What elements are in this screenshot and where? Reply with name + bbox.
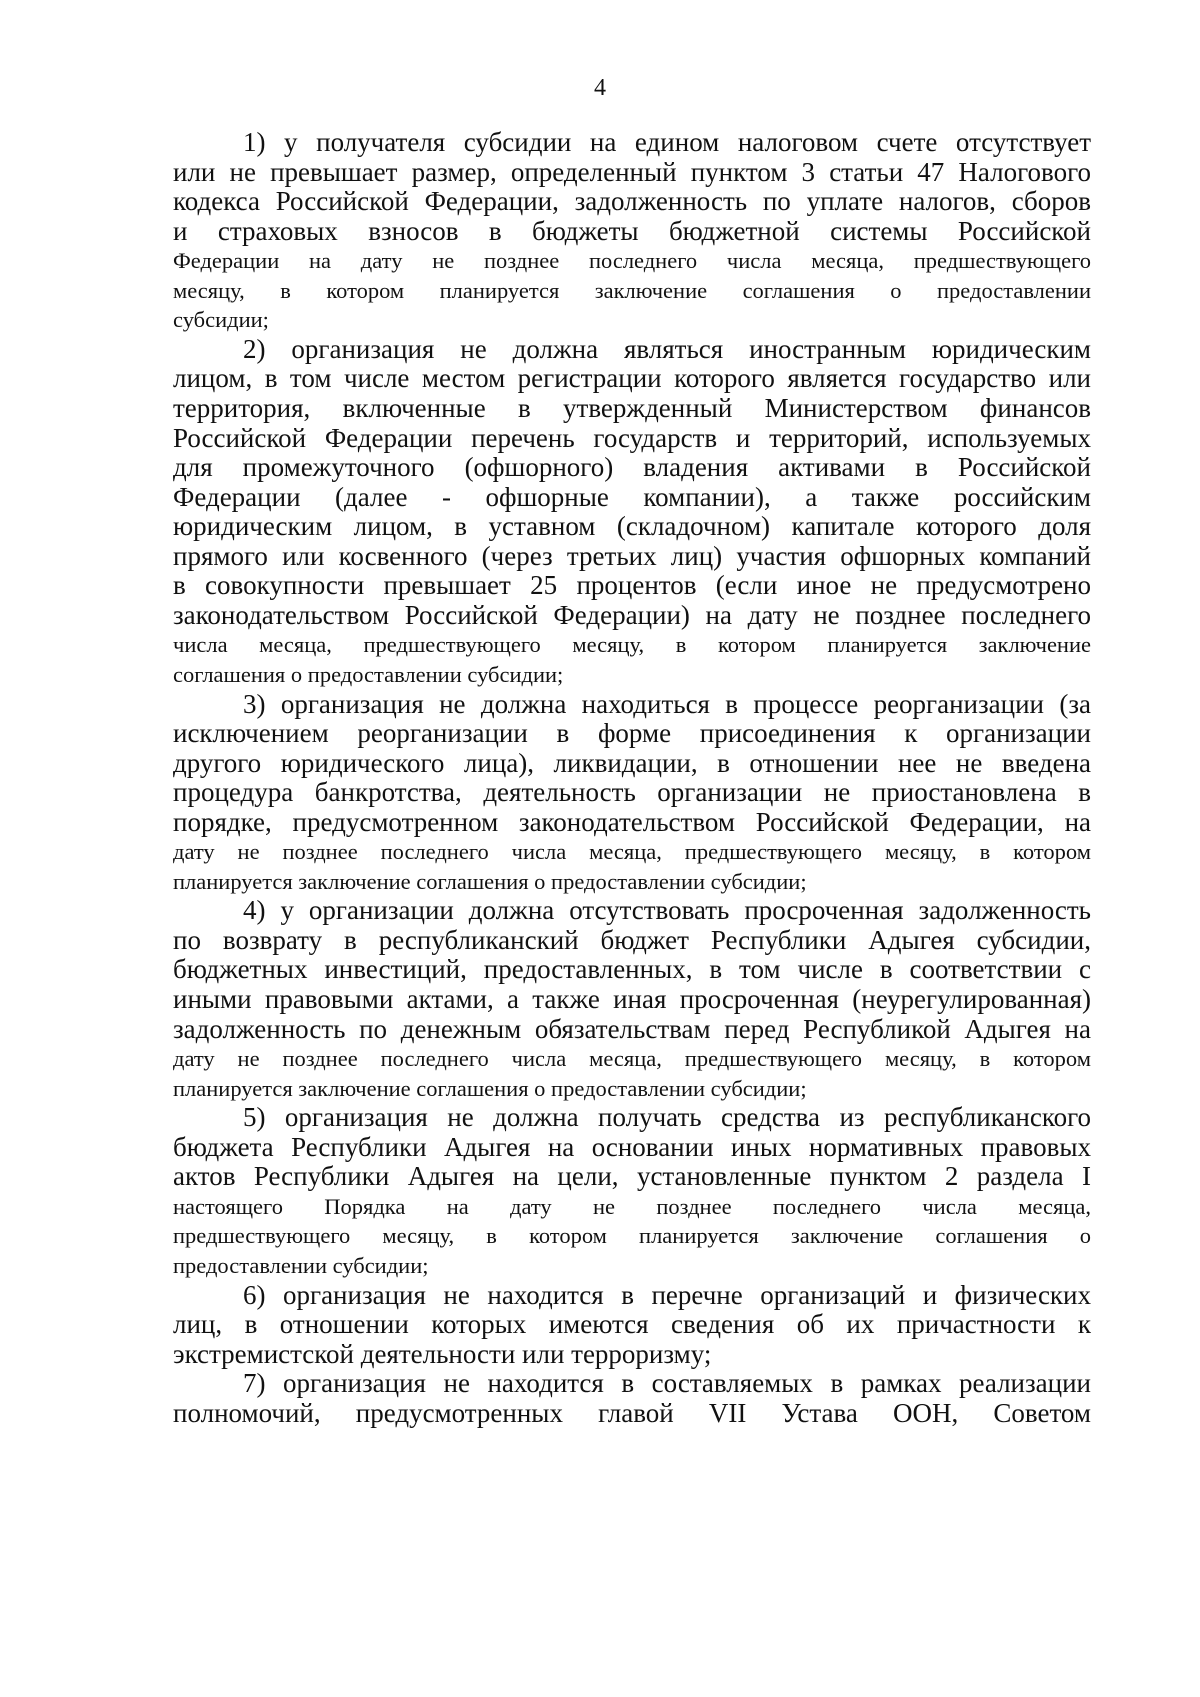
text-line: задолженность по денежным обязательствам перед Республикой Адыгея на [173,1013,1091,1044]
text-line: бюджетных инвестиций, предоставленных, в том числе в соответствии с [173,954,1091,985]
text-line: бюджета Республики Адыгея на основании иных нормативных правовых [173,1131,1091,1162]
text-line: территория, включенные в утвержденный Министерством финансов [173,392,1091,423]
text-line: прямого или косвенного (через третьих лиц) участия офшорных компаний [173,540,1091,571]
text-line: экстремистской деятельности или терроризму; [173,1338,712,1369]
page-number: 4 [594,75,606,101]
text-line: и страховых взносов в бюджеты бюджетной системы Российской [173,215,1091,246]
text-line: 5) организация не должна получать средства из республиканского [243,1102,1091,1133]
text-line: Российской Федерации перечень государств и территорий, используемых [173,422,1091,453]
text-line: планируется заключение соглашения о предоставлении субсидии; [173,868,807,894]
text-line: лиц, в отношении которых имеются сведения об их причастности к [173,1309,1091,1339]
text-line: соглашения о предоставлении субсидии; [173,661,564,687]
text-line: юридическим лицом, в уставном (складочном) капитале которого доля [173,511,1091,542]
text-line: другого юридического лица), ликвидации, в отношении нее не введена [173,747,1091,778]
text-line: дату не позднее последнего числа месяца, предшествующего месяцу, в котором [173,839,1091,865]
text-line: процедура банкротства, деятельность организации не приостановлена в [173,777,1091,808]
text-line: в совокупности превышает 25 процентов (если иное не предусмотрено [173,570,1091,601]
text-line: законодательством Российской Федерации) на дату не позднее последнего [173,599,1091,630]
text-line: или не превышает размер, определенный пунктом 3 статьи 47 Налогового [173,156,1091,187]
text-line: 7) организация не находится в составляемых в рамках реализации [243,1368,1091,1399]
text-line: 4) у организации должна отсутствовать просроченная задолженность [243,895,1091,926]
text-line: по возврату в республиканский бюджет Республики Адыгея субсидии, [173,924,1091,955]
text-line: 1) у получателя субсидии на едином налоговом счете отсутствует [243,127,1091,157]
text-line: кодекса Российской Федерации, задолженность по уплате налогов, сборов [173,186,1091,217]
text-line: 3) организация не должна находиться в процессе реорганизации (за [243,688,1091,719]
text-line: Федерации (далее - офшорные компании), а также российским [173,481,1091,512]
text-line: субсидии; [173,307,269,333]
text-line: для промежуточного (офшорного) владения активами в Российской [173,452,1091,483]
text-line: иными правовыми актами, а также иная просроченная (неурегулированная) [173,984,1091,1014]
text-line: дату не позднее последнего числа месяца, предшествующего месяцу, в котором [173,1046,1091,1072]
text-line: числа месяца, предшествующего месяцу, в котором планируется заключение [173,632,1091,658]
text-line: планируется заключение соглашения о предоставлении субсидии; [173,1075,807,1101]
text-line: лицом, в том числе местом регистрации которого является государство или [173,363,1091,394]
text-line: актов Республики Адыгея на цели, установленные пунктом 2 раздела I [173,1161,1091,1192]
text-line: месяцу, в котором планируется заключение соглашения о предоставлении [173,277,1091,303]
text-line: 2) организация не должна являться иностранным юридическим [243,333,1091,364]
text-line: предшествующего месяцу, в котором планируется заключение соглашения о [173,1223,1091,1249]
text-line: настоящего Порядка на дату не позднее последнего числа месяца, [173,1193,1091,1219]
text-line: предоставлении субсидии; [173,1252,429,1278]
text-line: исключением реорганизации в форме присоединения к организации [173,718,1091,748]
text-line: полномочий, предусмотренных главой VII Устава ООН, Советом [173,1397,1091,1428]
text-line: Федерации на дату не позднее последнего числа месяца, предшествующего [173,248,1091,274]
text-line: 6) организация не находится в перечне организаций и физических [243,1279,1091,1310]
text-line: порядке, предусмотренном законодательством Российской Федерации, на [173,806,1091,837]
